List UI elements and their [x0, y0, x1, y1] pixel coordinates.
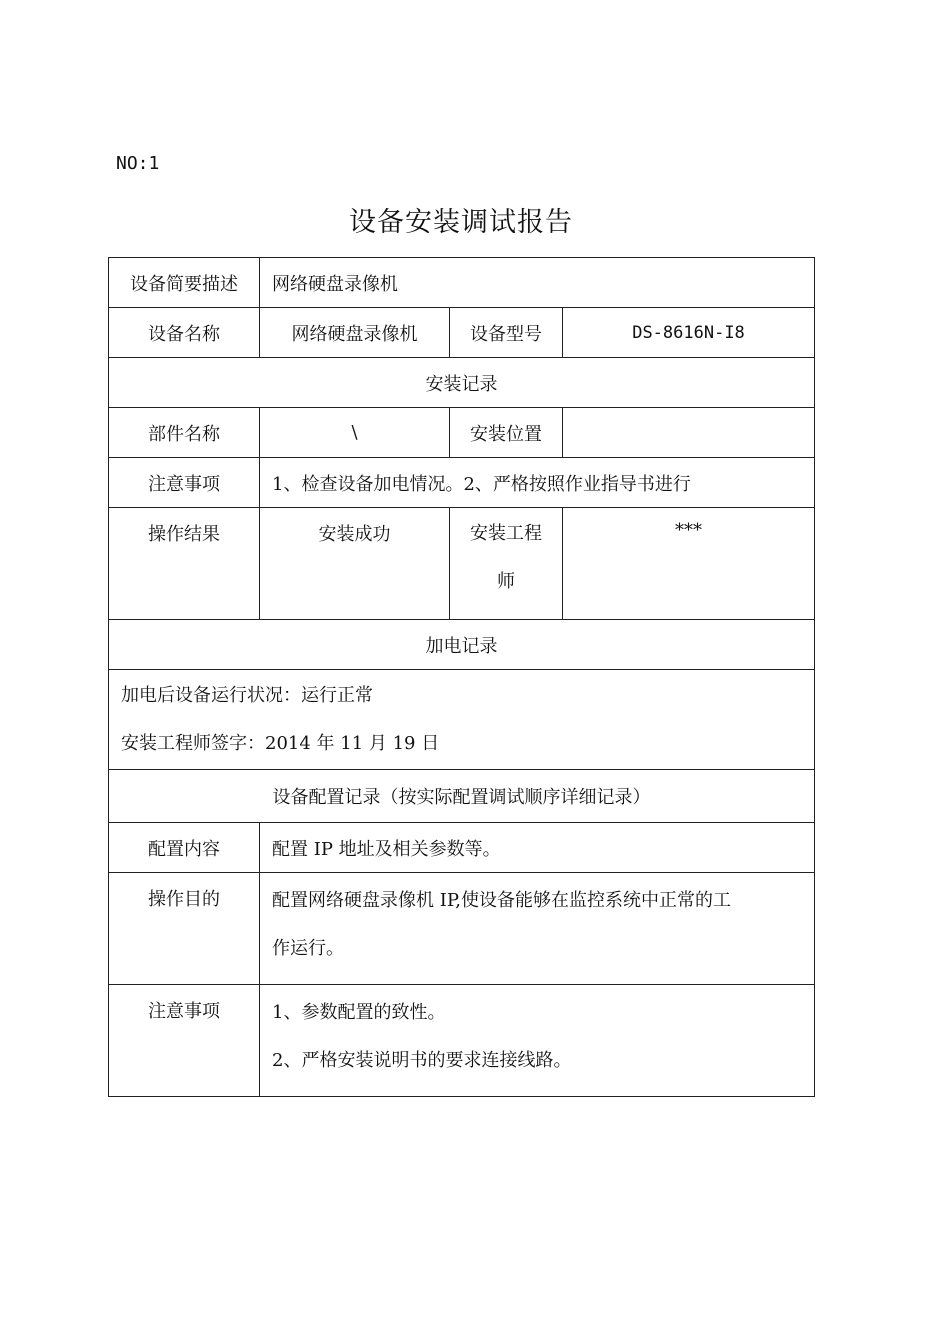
document-title: 设备安装调试报告 — [349, 207, 573, 238]
install-section-title: 安装记录 — [109, 358, 815, 408]
install-location-value — [563, 408, 815, 458]
row-config-section — [109, 770, 815, 823]
config-content-label: 配置内容 — [109, 823, 260, 873]
device-name-value: 网络硬盘录像机 — [260, 308, 450, 358]
install-notes-value: 1、检查设备加电情况。2、严格按照作业指导书进行 — [260, 458, 815, 508]
config-purpose-line1: 配置网络硬盘录像机 IP,使设备能够在监控系统中正常的工 — [272, 890, 732, 911]
config-section-title: 设备配置记录（按实际配置调试顺序详细记录） — [109, 770, 815, 823]
engineer-value: *** — [563, 508, 815, 620]
result-value: 安装成功 — [260, 508, 450, 620]
install-notes-label: 注意事项 — [109, 458, 260, 508]
config-content-value: 配置 IP 地址及相关参数等。 — [260, 823, 815, 873]
install-location-label: 安装位置 — [450, 408, 563, 458]
config-notes-line1: 1、参数配置的致性。 — [272, 1002, 446, 1023]
power-section-title: 加电记录 — [109, 620, 815, 670]
row-power-section — [109, 620, 815, 670]
document-number: NO:1 — [116, 153, 160, 174]
row-install-section — [109, 358, 815, 408]
engineer-label-line1: 安装工程 — [470, 523, 542, 544]
row-install-result — [109, 508, 815, 620]
row-device-name — [109, 308, 815, 358]
device-name-label: 设备名称 — [109, 308, 260, 358]
row-install-notes — [109, 458, 815, 508]
row-config-content — [109, 823, 815, 873]
row-config-notes — [109, 985, 815, 1097]
config-purpose-cell — [260, 873, 815, 985]
report-table — [108, 257, 815, 1097]
result-label: 操作结果 — [109, 508, 260, 620]
device-model-label: 设备型号 — [450, 308, 563, 358]
device-model-value: DS-8616N-I8 — [563, 308, 815, 358]
config-notes-cell — [260, 985, 815, 1097]
config-purpose-label: 操作目的 — [109, 873, 260, 985]
config-notes-line2: 2、严格安装说明书的要求连接线路。 — [272, 1050, 572, 1071]
row-config-purpose — [109, 873, 815, 985]
part-name-value: \ — [260, 408, 450, 458]
engineer-label-cell — [450, 508, 563, 620]
part-name-label: 部件名称 — [109, 408, 260, 458]
row-part — [109, 408, 815, 458]
config-notes-label: 注意事项 — [109, 985, 260, 1097]
power-status-line: 加电后设备运行状况：运行正常 — [121, 684, 373, 706]
row-device-summary — [109, 258, 815, 308]
row-power-details — [109, 670, 815, 770]
device-summary-label: 设备简要描述 — [109, 258, 260, 308]
config-purpose-line2: 作运行。 — [272, 938, 344, 959]
power-signature-line: 安装工程师签字：2014 年 11 月 19 日 — [121, 732, 440, 754]
engineer-label-line2: 师 — [497, 571, 515, 592]
device-summary-value: 网络硬盘录像机 — [260, 258, 815, 308]
power-details-cell — [109, 670, 815, 770]
